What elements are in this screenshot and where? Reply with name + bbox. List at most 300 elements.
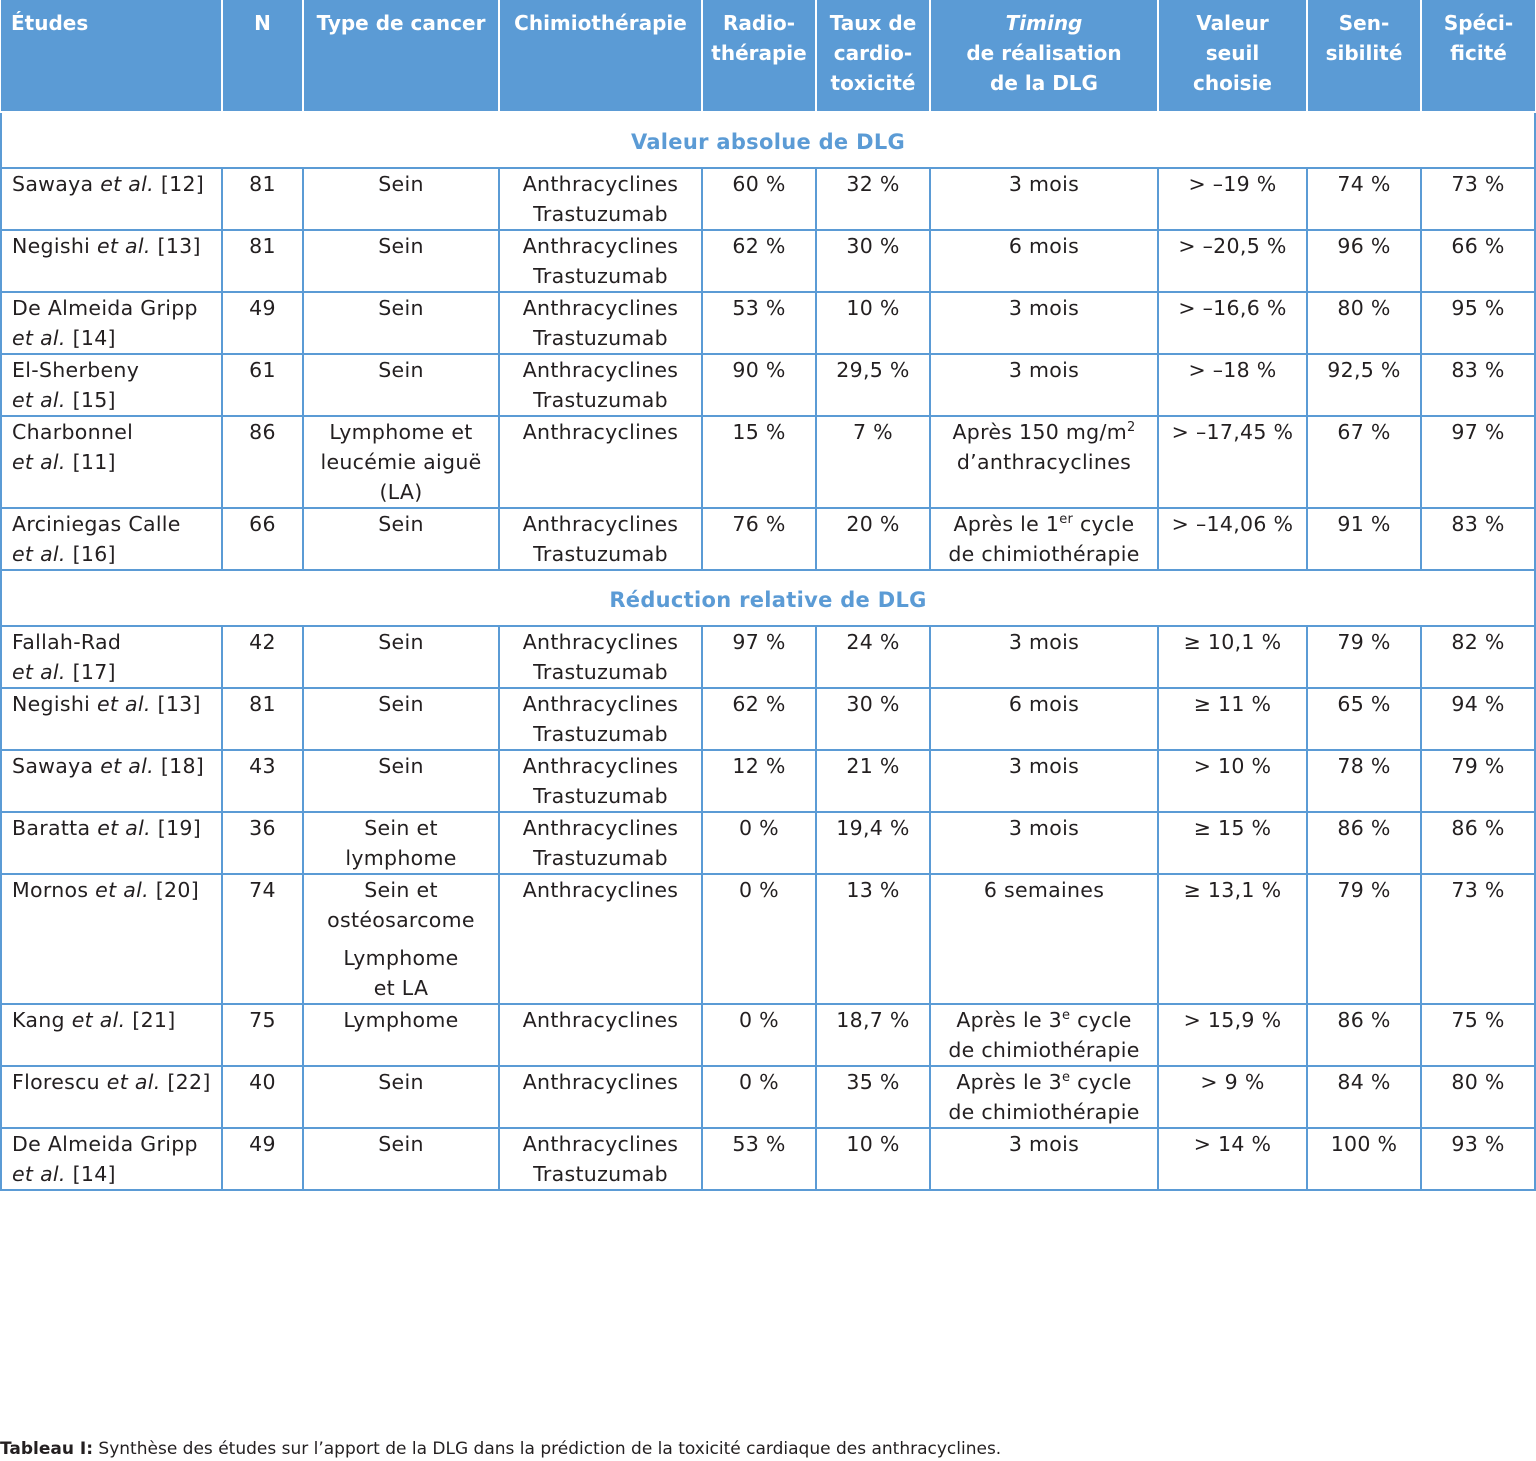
section-row	[1, 570, 1535, 626]
sensitivity-cell	[1307, 354, 1421, 416]
threshold-cell	[1158, 292, 1307, 354]
threshold-value: > 14 %	[1193, 1132, 1272, 1156]
cancer-cell	[303, 1004, 499, 1066]
column-header-line: Radio-	[722, 11, 796, 35]
column-header-2	[303, 0, 499, 112]
chemo-line: Trastuzumab	[533, 326, 668, 350]
cancer-type-line: Sein	[378, 296, 424, 320]
specificity-cell	[1421, 688, 1535, 750]
study-author: Sawaya	[12, 754, 94, 778]
study-etal: et al.	[12, 660, 66, 684]
sensitivity-value: 65 %	[1337, 692, 1391, 716]
n-value: 66	[249, 512, 276, 536]
threshold-cell	[1158, 626, 1307, 688]
cancer-cell	[303, 354, 499, 416]
radio-cell	[702, 626, 816, 688]
timing-superscript: 2	[1126, 420, 1136, 435]
cancer-type-line: Sein	[378, 1132, 424, 1156]
n-cell	[222, 508, 303, 570]
specificity-value: 80 %	[1451, 1070, 1505, 1094]
column-header-line: choisie	[1192, 71, 1272, 95]
radio-cell	[702, 230, 816, 292]
specificity-cell	[1421, 354, 1535, 416]
column-header-4	[702, 0, 816, 112]
chemo-line: Trastuzumab	[533, 202, 668, 226]
sensitivity-value: 74 %	[1337, 172, 1391, 196]
cancer-cell	[303, 508, 499, 570]
sensitivity-value: 86 %	[1337, 1008, 1391, 1032]
cardiotox-cell	[816, 1004, 930, 1066]
cancer-type-line: ostéosarcome	[327, 908, 475, 932]
chemo-cell	[499, 1004, 702, 1066]
radio-cell	[702, 292, 816, 354]
chemo-line: Anthracyclines	[522, 172, 679, 196]
chemo-line: Trastuzumab	[533, 542, 668, 566]
specificity-value: 83 %	[1451, 512, 1505, 536]
n-cell	[222, 1004, 303, 1066]
study-reference: [17]	[72, 660, 116, 684]
study-etal: et al.	[12, 326, 66, 350]
chemo-cell	[499, 812, 702, 874]
timing-text: Après le 1	[953, 512, 1060, 536]
threshold-cell	[1158, 1066, 1307, 1128]
specificity-cell	[1421, 416, 1535, 508]
column-header-line: Spéci-	[1443, 11, 1514, 35]
table-row	[1, 874, 1535, 1004]
timing-cell	[930, 292, 1158, 354]
n-cell	[222, 292, 303, 354]
table-row	[1, 1066, 1535, 1128]
radio-value: 90 %	[732, 358, 786, 382]
threshold-cell	[1158, 354, 1307, 416]
sensitivity-value: 100 %	[1330, 1132, 1398, 1156]
n-cell	[222, 874, 303, 1004]
table-row	[1, 626, 1535, 688]
study-author: Charbonnel	[12, 420, 134, 444]
chemo-cell	[499, 626, 702, 688]
threshold-value: ≥ 13,1 %	[1183, 878, 1282, 902]
chemo-line: Anthracyclines	[522, 1008, 679, 1032]
study-cell	[1, 750, 222, 812]
cancer-cell	[303, 874, 499, 1004]
cancer-cell	[303, 1128, 499, 1190]
cancer-type-line: Sein	[378, 1070, 424, 1094]
cancer-type-line: Lymphome	[343, 946, 459, 970]
specificity-cell	[1421, 168, 1535, 230]
study-reference: [19]	[157, 816, 202, 840]
cardiotox-cell	[816, 168, 930, 230]
n-cell	[222, 750, 303, 812]
specificity-value: 73 %	[1451, 878, 1505, 902]
chemo-cell	[499, 750, 702, 812]
sensitivity-cell	[1307, 230, 1421, 292]
timing-text: Après 150 mg/m	[952, 420, 1127, 444]
cancer-cell	[303, 416, 499, 508]
sensitivity-value: 80 %	[1337, 296, 1391, 320]
n-value: 74	[249, 878, 276, 902]
header-row	[1, 0, 1535, 112]
study-cell	[1, 1066, 222, 1128]
threshold-value: > –20,5 %	[1178, 234, 1287, 258]
cardiotox-value: 29,5 %	[836, 358, 910, 382]
specificity-value: 66 %	[1451, 234, 1505, 258]
timing-line: 6 semaines	[983, 878, 1105, 902]
cardiotox-value: 35 %	[846, 1070, 900, 1094]
cardiotox-cell	[816, 812, 930, 874]
cancer-cell	[303, 688, 499, 750]
timing-cell	[930, 416, 1158, 508]
timing-line: 3 mois	[1008, 816, 1080, 840]
cardiotox-cell	[816, 1128, 930, 1190]
chemo-line: Anthracyclines	[522, 816, 679, 840]
cardiotox-value: 32 %	[846, 172, 900, 196]
radio-cell	[702, 688, 816, 750]
section-title: Valeur absolue de DLG	[1, 112, 1535, 168]
n-cell	[222, 1066, 303, 1128]
threshold-cell	[1158, 508, 1307, 570]
radio-cell	[702, 1128, 816, 1190]
timing-cell	[930, 1066, 1158, 1128]
threshold-value: ≥ 11 %	[1193, 692, 1272, 716]
chemo-cell	[499, 168, 702, 230]
column-header-line: de la DLG	[990, 71, 1098, 95]
threshold-value: ≥ 10,1 %	[1183, 630, 1282, 654]
cancer-type-line: Sein	[378, 358, 424, 382]
timing-line: 3 mois	[1008, 296, 1080, 320]
column-header-line: Études	[11, 11, 89, 35]
n-value: 36	[249, 816, 276, 840]
chemo-cell	[499, 508, 702, 570]
study-reference: [13]	[157, 692, 201, 716]
n-value: 40	[249, 1070, 276, 1094]
n-cell	[222, 688, 303, 750]
radio-cell	[702, 812, 816, 874]
n-value: 81	[249, 692, 276, 716]
threshold-cell	[1158, 1128, 1307, 1190]
cardiotox-value: 30 %	[846, 692, 900, 716]
specificity-cell	[1421, 812, 1535, 874]
chemo-cell	[499, 688, 702, 750]
radio-cell	[702, 354, 816, 416]
radio-cell	[702, 508, 816, 570]
study-etal: et al.	[95, 878, 149, 902]
threshold-value: > –19 %	[1188, 172, 1277, 196]
sensitivity-cell	[1307, 508, 1421, 570]
specificity-value: 79 %	[1451, 754, 1505, 778]
sensitivity-cell	[1307, 750, 1421, 812]
column-header-line: N	[254, 11, 271, 35]
study-reference: [22]	[167, 1070, 211, 1094]
cancer-cell	[303, 230, 499, 292]
timing-cell	[930, 750, 1158, 812]
study-etal: et al.	[100, 754, 154, 778]
radio-value: 60 %	[732, 172, 786, 196]
study-cell	[1, 416, 222, 508]
chemo-line: Trastuzumab	[533, 722, 668, 746]
column-header-line: Type de cancer	[316, 11, 486, 35]
study-author: Kang	[12, 1008, 65, 1032]
study-author: Negishi	[12, 692, 91, 716]
radio-cell	[702, 750, 816, 812]
radio-value: 0 %	[739, 816, 779, 840]
specificity-cell	[1421, 626, 1535, 688]
n-cell	[222, 812, 303, 874]
table-row	[1, 812, 1535, 874]
timing-line: 3 mois	[1008, 630, 1080, 654]
cardiotox-value: 30 %	[846, 234, 900, 258]
specificity-cell	[1421, 1128, 1535, 1190]
study-etal: et al.	[97, 816, 151, 840]
study-etal: et al.	[71, 1008, 126, 1032]
radio-value: 0 %	[739, 1008, 779, 1032]
n-value: 49	[249, 296, 276, 320]
timing-text: cycle	[1070, 1070, 1132, 1094]
study-author: Arciniegas Calle	[12, 512, 181, 536]
chemo-cell	[499, 416, 702, 508]
cardiotox-value: 7 %	[853, 420, 893, 444]
timing-line	[931, 1097, 1157, 1127]
threshold-cell	[1158, 168, 1307, 230]
column-header-line: ficité	[1450, 41, 1507, 65]
study-reference: [20]	[155, 878, 200, 902]
chemo-line: Trastuzumab	[533, 846, 668, 870]
study-cell	[1, 874, 222, 1004]
study-etal: et al.	[12, 450, 66, 474]
cardiotox-cell	[816, 750, 930, 812]
cardiotox-cell	[816, 354, 930, 416]
sensitivity-cell	[1307, 1066, 1421, 1128]
study-cell	[1, 230, 222, 292]
cancer-type-line: Sein	[378, 630, 424, 654]
n-value: 61	[249, 358, 276, 382]
chemo-line: Anthracyclines	[522, 630, 679, 654]
specificity-value: 95 %	[1451, 296, 1505, 320]
timing-superscript: e	[1062, 1070, 1071, 1085]
timing-line: 3 mois	[1008, 172, 1080, 196]
radio-value: 97 %	[732, 630, 786, 654]
sensitivity-value: 96 %	[1337, 234, 1391, 258]
section-row	[1, 112, 1535, 168]
sensitivity-value: 92,5 %	[1327, 358, 1401, 382]
radio-cell	[702, 168, 816, 230]
study-etal: et al.	[96, 234, 151, 258]
sensitivity-cell	[1307, 626, 1421, 688]
study-author: Mornos	[12, 878, 89, 902]
cancer-type-line: Sein et	[364, 878, 438, 902]
n-cell	[222, 416, 303, 508]
chemo-line: Trastuzumab	[533, 1162, 668, 1186]
timing-text: de chimiothérapie	[948, 1100, 1140, 1124]
sensitivity-value: 67 %	[1337, 420, 1391, 444]
radio-value: 62 %	[732, 234, 786, 258]
timing-cell	[930, 874, 1158, 1004]
specificity-cell	[1421, 292, 1535, 354]
cardiotox-cell	[816, 874, 930, 1004]
table-row	[1, 1128, 1535, 1190]
sensitivity-value: 78 %	[1337, 754, 1391, 778]
specificity-cell	[1421, 508, 1535, 570]
timing-cell	[930, 168, 1158, 230]
column-header-7	[1158, 0, 1307, 112]
specificity-cell	[1421, 230, 1535, 292]
cancer-type-line: Sein	[378, 172, 424, 196]
timing-cell	[930, 508, 1158, 570]
timing-superscript: e	[1062, 1008, 1071, 1023]
column-header-1	[222, 0, 303, 112]
cardiotox-value: 21 %	[846, 754, 900, 778]
study-reference: [14]	[72, 326, 116, 350]
timing-text: Après le 3	[956, 1070, 1063, 1094]
timing-cell	[930, 688, 1158, 750]
timing-line	[931, 1067, 1157, 1097]
chemo-cell	[499, 874, 702, 1004]
timing-cell	[930, 626, 1158, 688]
column-header-line: thérapie	[711, 41, 807, 65]
column-header-line: Taux de	[829, 11, 917, 35]
threshold-value: > 10 %	[1193, 754, 1272, 778]
radio-value: 76 %	[732, 512, 786, 536]
threshold-cell	[1158, 874, 1307, 1004]
cancer-cell	[303, 812, 499, 874]
cardiotox-value: 13 %	[846, 878, 900, 902]
table-row	[1, 1004, 1535, 1066]
cardiotox-value: 10 %	[846, 296, 900, 320]
caption-label: Tableau I:	[0, 1439, 94, 1459]
study-cell	[1, 354, 222, 416]
table-row	[1, 750, 1535, 812]
section-title: Réduction relative de DLG	[1, 570, 1535, 626]
timing-text: de chimiothérapie	[948, 1038, 1140, 1062]
study-author: Baratta	[12, 816, 91, 840]
study-cell	[1, 168, 222, 230]
cardiotox-cell	[816, 292, 930, 354]
chemo-line: Anthracyclines	[522, 1132, 679, 1156]
timing-cell	[930, 812, 1158, 874]
cardiotox-value: 10 %	[846, 1132, 900, 1156]
specificity-cell	[1421, 750, 1535, 812]
radio-value: 12 %	[732, 754, 786, 778]
timing-line: 6 mois	[1008, 692, 1080, 716]
specificity-value: 82 %	[1451, 630, 1505, 654]
column-header-line: toxicité	[830, 71, 916, 95]
timing-line	[931, 509, 1157, 539]
specificity-value: 73 %	[1451, 172, 1505, 196]
threshold-value: > –17,45 %	[1171, 420, 1294, 444]
timing-line	[931, 1005, 1157, 1035]
table-row	[1, 168, 1535, 230]
chemo-cell	[499, 230, 702, 292]
table-row	[1, 230, 1535, 292]
cardiotox-value: 20 %	[846, 512, 900, 536]
study-etal: et al.	[12, 542, 66, 566]
n-value: 81	[249, 172, 276, 196]
table-row	[1, 508, 1535, 570]
study-reference: [12]	[160, 172, 205, 196]
threshold-cell	[1158, 230, 1307, 292]
column-header-line: Chimiothérapie	[514, 11, 687, 35]
sensitivity-cell	[1307, 1128, 1421, 1190]
table-row	[1, 354, 1535, 416]
chemo-line: Anthracyclines	[522, 234, 679, 258]
timing-line	[931, 539, 1157, 569]
column-header-8	[1307, 0, 1421, 112]
radio-value: 15 %	[732, 420, 786, 444]
study-cell	[1, 508, 222, 570]
n-cell	[222, 168, 303, 230]
cancer-type-line: Sein	[378, 692, 424, 716]
column-header-3	[499, 0, 702, 112]
cancer-type-line: Sein	[378, 754, 424, 778]
study-etal: et al.	[106, 1070, 161, 1094]
study-author: El-Sherbeny	[12, 358, 140, 382]
threshold-value: > –16,6 %	[1178, 296, 1287, 320]
table-body	[1, 112, 1535, 1190]
n-value: 86	[249, 420, 276, 444]
radio-value: 53 %	[732, 296, 786, 320]
n-value: 42	[249, 630, 276, 654]
study-cell	[1, 292, 222, 354]
table-row	[1, 416, 1535, 508]
specificity-cell	[1421, 874, 1535, 1004]
radio-cell	[702, 416, 816, 508]
cancer-cell	[303, 1066, 499, 1128]
column-header-line: sibilité	[1325, 41, 1403, 65]
sensitivity-value: 84 %	[1337, 1070, 1391, 1094]
sensitivity-cell	[1307, 874, 1421, 1004]
timing-text: de chimiothérapie	[948, 542, 1140, 566]
timing-line	[931, 417, 1157, 447]
cancer-type-line: et LA	[373, 976, 429, 1000]
threshold-cell	[1158, 416, 1307, 508]
column-header-0	[1, 0, 222, 112]
cancer-type-line: Sein	[378, 512, 424, 536]
n-cell	[222, 354, 303, 416]
specificity-value: 86 %	[1451, 816, 1505, 840]
timing-text: Après le 3	[956, 1008, 1063, 1032]
column-header-line: seuil	[1205, 41, 1260, 65]
chemo-line: Trastuzumab	[533, 660, 668, 684]
cardiotox-cell	[816, 1066, 930, 1128]
column-header-line: Sen-	[1338, 11, 1390, 35]
table-row	[1, 292, 1535, 354]
radio-cell	[702, 1004, 816, 1066]
n-cell	[222, 230, 303, 292]
radio-cell	[702, 874, 816, 1004]
sensitivity-value: 91 %	[1337, 512, 1391, 536]
specificity-cell	[1421, 1004, 1535, 1066]
cardiotox-cell	[816, 416, 930, 508]
radio-value: 0 %	[739, 878, 779, 902]
cancer-type-line: Sein et	[364, 816, 438, 840]
chemo-line: Trastuzumab	[533, 388, 668, 412]
radio-value: 62 %	[732, 692, 786, 716]
study-etal: et al.	[96, 692, 151, 716]
specificity-value: 93 %	[1451, 1132, 1505, 1156]
sensitivity-cell	[1307, 812, 1421, 874]
cardiotox-cell	[816, 508, 930, 570]
study-author: Sawaya	[12, 172, 94, 196]
study-author: De Almeida Gripp	[12, 296, 198, 320]
threshold-cell	[1158, 750, 1307, 812]
study-etal: et al.	[12, 1162, 66, 1186]
column-header-5	[816, 0, 930, 112]
study-author: Fallah-Rad	[12, 630, 122, 654]
specificity-value: 75 %	[1451, 1008, 1505, 1032]
study-reference: [18]	[160, 754, 205, 778]
study-cell	[1, 626, 222, 688]
sensitivity-cell	[1307, 416, 1421, 508]
timing-line: 6 mois	[1008, 234, 1080, 258]
